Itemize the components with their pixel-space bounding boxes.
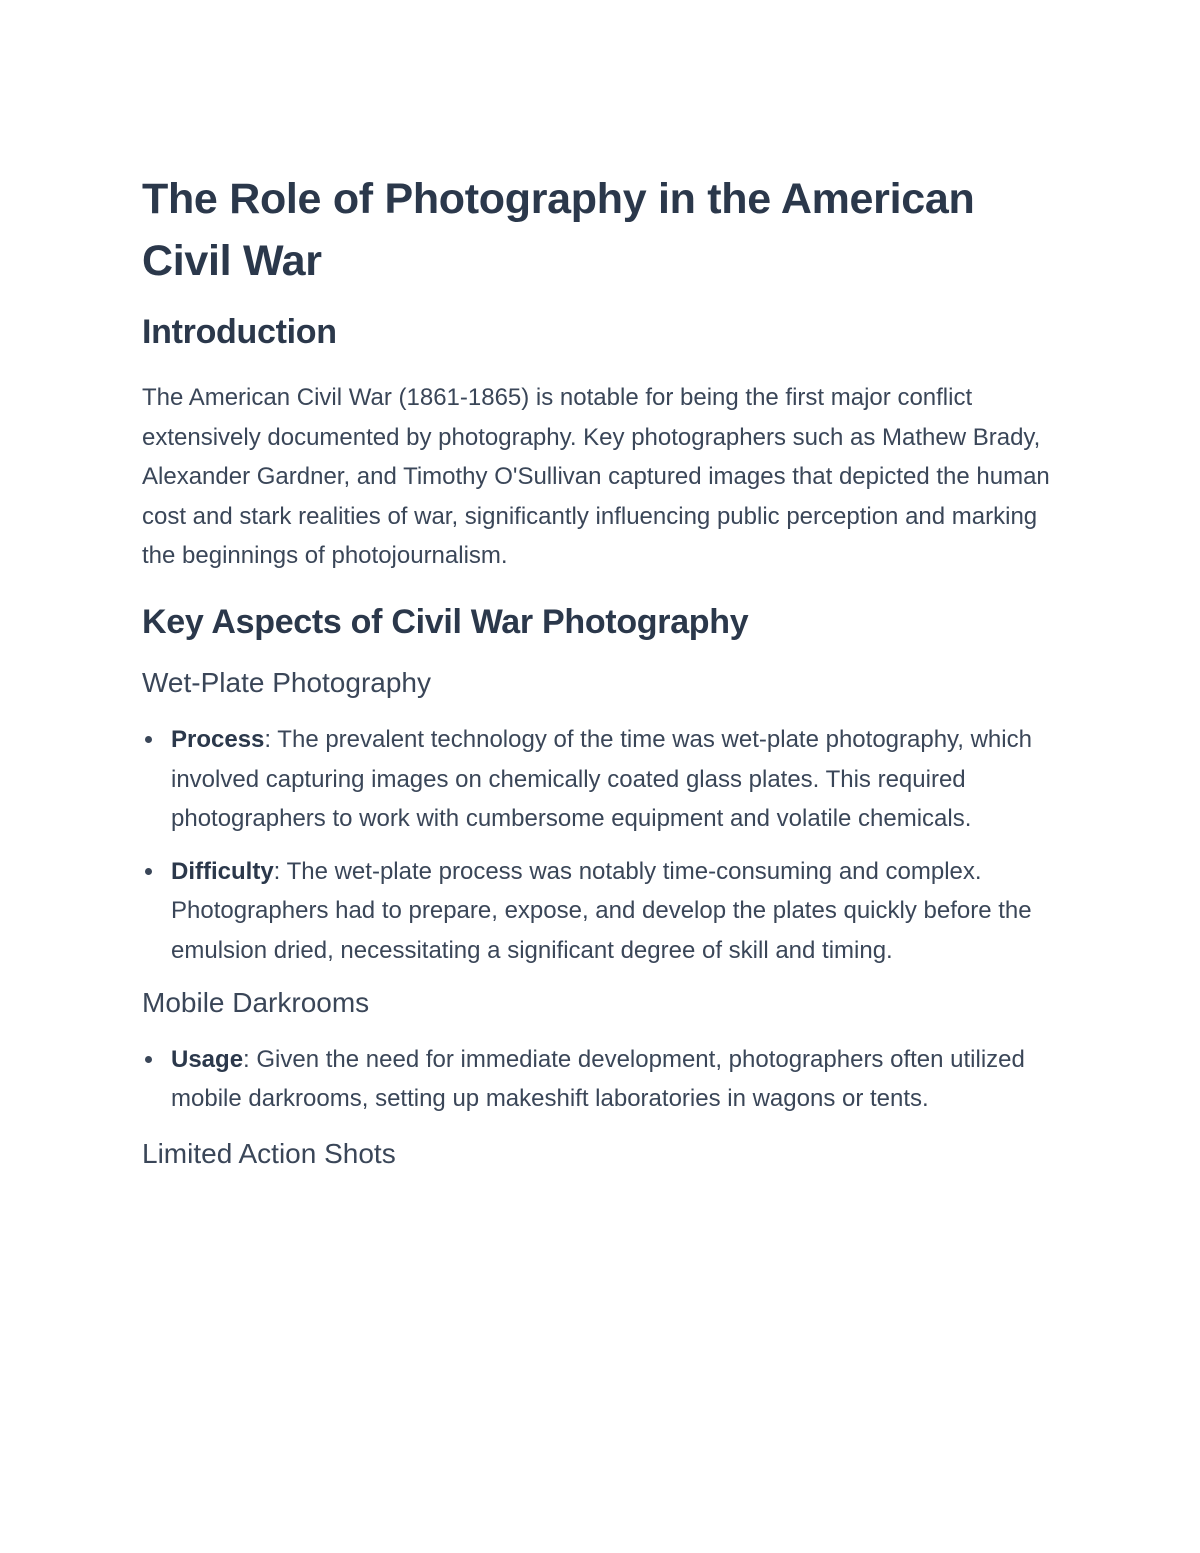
wet-plate-list: [142, 720, 1062, 971]
subheading-mobile-darkrooms: Mobile Darkrooms: [142, 986, 370, 1018]
mobile-darkrooms-list: [142, 1040, 1062, 1119]
list-item-difficulty: [142, 852, 1062, 971]
list-item-text: : The wet-plate process was notably time-consuming and complex. Photographers had to prepare, expose, and develop the plates quickly before the emulsion dried, necessitating a significant degree of skill and timing.: [171, 857, 1032, 964]
list-item-term: Process: [171, 725, 265, 753]
document-title: The Role of Photography in the American Civil War: [142, 175, 975, 285]
list-item-usage: [142, 1040, 1062, 1119]
list-item-term: Difficulty: [171, 857, 274, 885]
list-item-term: Usage: [171, 1045, 244, 1073]
section-heading-introduction: Introduction: [142, 313, 337, 351]
subheading-limited-action-shots: Limited Action Shots: [142, 1137, 396, 1169]
list-item-text: : The prevalent technology of the time was wet-plate photography, which involved capturing images on chemically coated glass plates. This required photographers to work with cumbersome equipment and volatile chemicals.: [171, 725, 1032, 833]
list-item-text: : Given the need for immediate development, photographers often utilized mobile darkrooms, setting up makeshift laboratories in wagons or tents.: [171, 1045, 1025, 1113]
list-item-process: [142, 720, 1062, 839]
section-heading-key-aspects: Key Aspects of Civil War Photography: [142, 602, 749, 641]
introduction-paragraph: The American Civil War (1861-1865) is notable for being the first major conflict extensively documented by photography. Key photographers such as Mathew Brady, Alexander Gardner, and Timothy O'Sullivan captured images that depicted the human cost and stark realities of war, significantly influencing public perception and marking the beginnings of photojournalism.: [142, 384, 1050, 570]
subheading-wet-plate: Wet-Plate Photography: [142, 666, 431, 698]
document-page: [142, 168, 1062, 1173]
